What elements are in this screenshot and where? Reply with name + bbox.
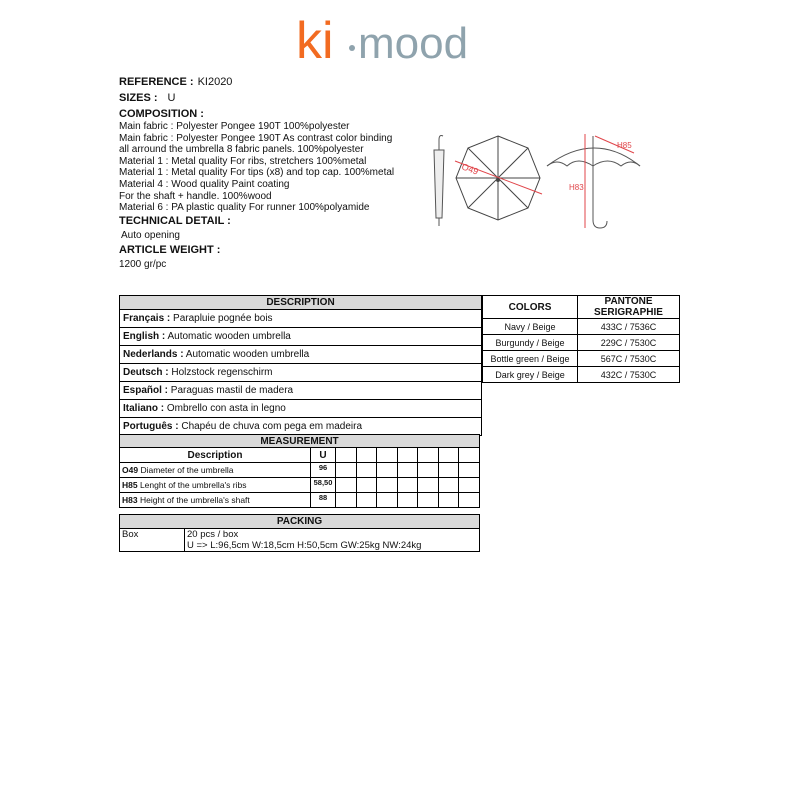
packing-table [119,514,480,552]
weight-value: 1200 gr/pc [119,258,167,270]
description-row: Français : Parapluie pognée bois [120,310,481,328]
description-row: English : Automatic wooden umbrella [120,328,481,346]
technical-label: TECHNICAL DETAIL : [119,214,231,227]
color-row: Dark grey / Beige 432C / 7530C [483,367,680,383]
description-title: DESCRIPTION [120,296,481,310]
diameter-label: O49 [460,161,480,177]
measurement-row: H83 Height of the umbrella's shaft 88 [120,493,480,508]
spec-block [119,76,419,272]
colors-header: COLORS [483,296,578,319]
technical-value: Auto opening [121,229,180,241]
description-row: Español : Paraguas mastil de madera [120,382,481,400]
sizes-value: U [167,92,176,104]
umbrella-top-view-icon [456,136,540,220]
ribs-label: H85 [617,141,632,150]
packing-label: Box [120,529,185,552]
shaft-label: H83 [569,183,584,192]
sizes-label: SIZES : [119,92,158,104]
colors-table [482,295,680,383]
composition-line: Material 1 : Metal quality For tips (x8) and top cap. 100%metal [119,167,395,179]
weight-label: ARTICLE WEIGHT : [119,243,221,256]
composition-list [119,121,419,214]
composition-line: all arround the umbrella 8 fabric panels. 100%polyester [119,144,364,156]
color-row: Bottle green / Beige 567C / 7530C [483,351,680,367]
description-row: Italiano : Ombrello con asta in legno [120,400,481,418]
packing-line: U => L:96,5cm W:18,5cm H:50,5cm GW:25kg NW:24kg [187,540,422,551]
composition-line: Main fabric : Polyester Pongee 190T As contrast color binding [119,132,393,144]
measurement-table [119,434,480,508]
composition-line: Material 6 : PA plastic quality For runner 100%polyamide [119,202,370,214]
packing-line: 20 pcs / box [187,529,239,540]
reference-value: KI2020 [197,76,233,88]
color-row: Burgundy / Beige 229C / 7530C [483,335,680,351]
packing-details [185,529,480,552]
composition-line: Material 4 : Wood quality Paint coating [119,178,290,190]
svg-text:ki: ki [296,12,334,68]
measurement-row: O49 Diameter of the umbrella 96 [120,463,480,478]
measurement-col-size: U [311,448,336,463]
composition-line: For the shaft + handle. 100%wood [119,190,272,202]
folded-umbrella-icon [434,136,444,227]
measurement-row: H85 Lenght of the umbrella's ribs 58,50 [120,478,480,493]
packing-title: PACKING [120,515,480,529]
color-row: Navy / Beige 433C / 7536C [483,319,680,335]
composition-line: Material 1 : Metal quality For ribs, stretchers 100%metal [119,155,367,167]
measurement-col-description: Description [120,448,311,463]
pantone-header: PANTONE SERIGRAPHIE [578,296,680,319]
svg-text:mood: mood [358,19,469,68]
description-table [119,295,482,436]
reference-label: REFERENCE : [119,76,194,88]
composition-label: COMPOSITION : [119,108,204,120]
brand-logo [296,8,486,68]
description-row: Nederlands : Automatic wooden umbrella [120,346,481,364]
measurement-title: MEASUREMENT [120,435,480,448]
description-row: Português : Chapéu de chuva com pega em madeira [123,421,363,432]
umbrella-drawing [425,128,660,238]
description-row: Deutsch : Holzstock regenschirm [120,364,481,382]
composition-line: Main fabric : Polyester Pongee 190T 100%polyester [119,121,350,132]
